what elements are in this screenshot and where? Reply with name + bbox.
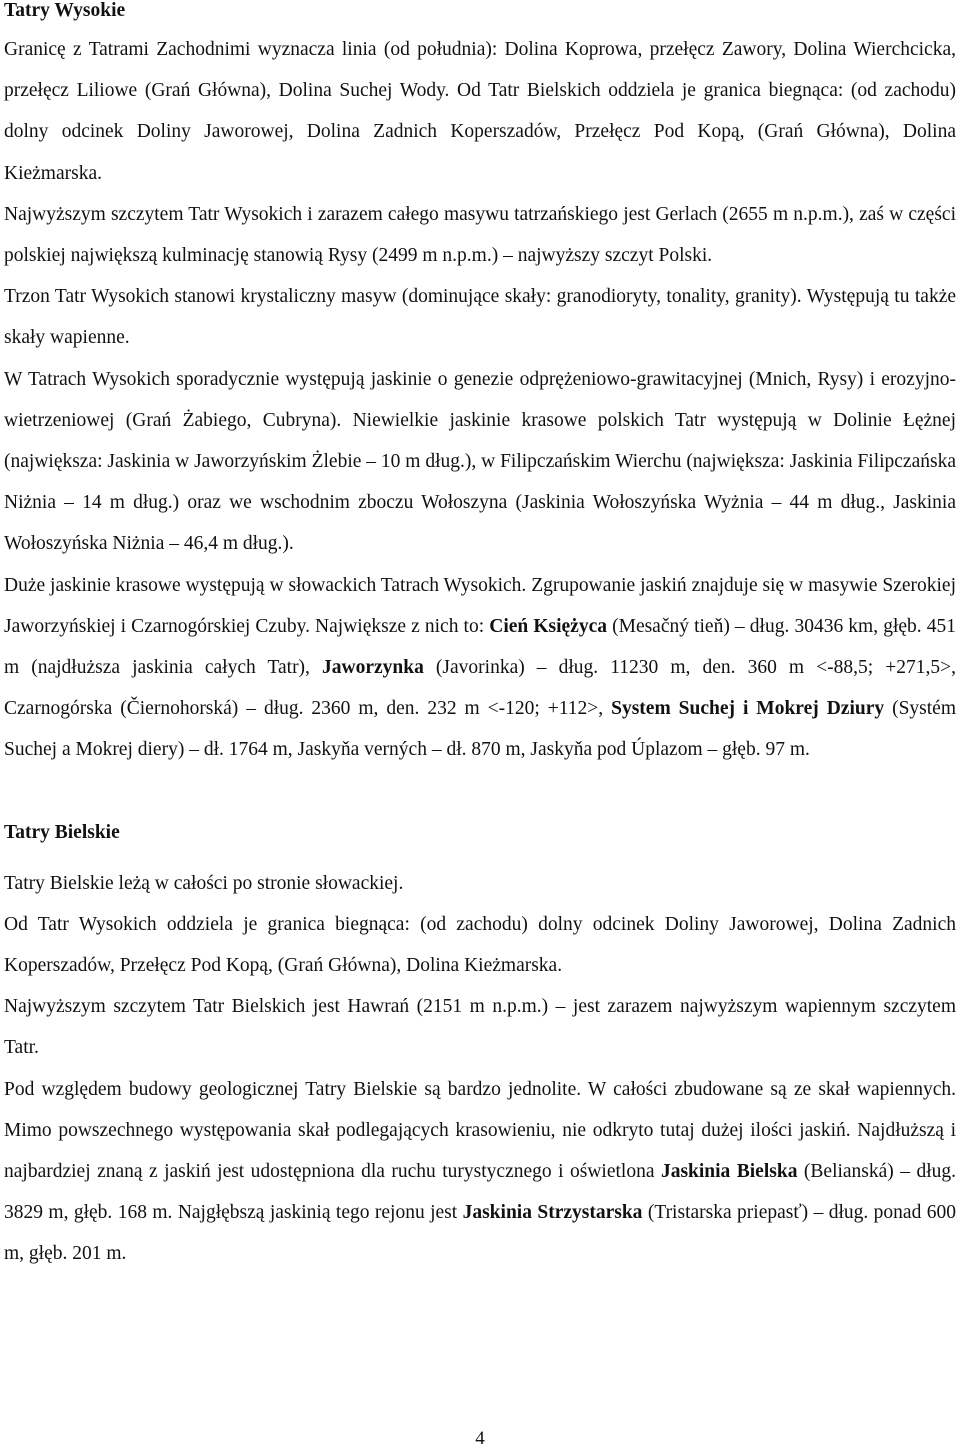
section-body-tatry-bielskie	[4, 863, 956, 1275]
section-body-tatry-wysokie	[4, 29, 956, 771]
paragraph-text: (Javorinka) – dług. 11230 m, den. 360 m <-88,5; +271,5>, Czarnogórska (Čiernohorská) – dług. 2360 m, den. 232 m <-120; +112>,	[4, 657, 957, 720]
paragraph-text: Najwyższym szczytem Tatr Wysokich i zarazem całego masywu tatrzańskiego jest Gerlach (2655 m n.p.m.), zaś w części polskiej największą kulminację stanowią Rysy (2499 m n.p.m.) – najwyższy szczyt Polski.	[4, 203, 956, 267]
paragraph-text: Trzon Tatr Wysokich stanowi krystaliczny masyw (dominujące skały: granodioryty, tonality, granity). Występują tu także skały wapienne.	[4, 286, 956, 349]
paragraph	[4, 29, 956, 194]
cave-name-bold: Jaskinia Strzystarska	[462, 1202, 643, 1224]
paragraph-text: Granicę z Tatrami Zachodnimi wyznacza linia (od południa): Dolina Koprowa, przełęcz Zawory, Dolina Wierchcicka, przełęcz Liliowe (Grań Główna), Dolina Suchej Wody. Od Tatr Bielskich oddziela je granica biegnąca: (od zachodu) dolny odcinek Doliny Jaworowej, Dolina Zadnich Koperszadów, Przełęcz Pod Kopą, (Grań Główna), Dolina Kieżmarska.	[4, 39, 956, 184]
cave-name-bold: System Suchej i Mokrej Dziury	[611, 698, 885, 720]
paragraph-text: Od Tatr Wysokich oddziela je granica biegnąca: (od zachodu) dolny odcinek Doliny Jaworowej, Dolina Zadnich Koperszadów, Przełęcz Pod Kopą, (Grań Główna), Dolina Kieżmarska.	[4, 913, 956, 977]
paragraph	[4, 194, 956, 276]
cave-name-bold: Jaworzynka	[322, 657, 424, 679]
paragraph-text: (Tristarska priepasť) – dług. ponad 600 m, głęb. 201 m.	[4, 1202, 956, 1265]
paragraph	[4, 276, 956, 358]
paragraph-text: (Belianská) – dług. 3829 m, głęb. 168 m. Najgłębszą jaskinią tego rejonu jest	[4, 1161, 957, 1224]
cave-name-bold: Cień Księżyca	[489, 615, 607, 637]
page-number: 4	[475, 1428, 485, 1449]
paragraph	[4, 359, 956, 565]
paragraph-text: Pod względem budowy geologicznej Tatry Bielskie są bardzo jednolite. W całości zbudowane są ze skał wapiennych. Mimo powszechnego występowania skał podlegających krasowieniu, nie odkryto tutaj dużej ilości jaskiń. Najdłuższą i najbardziej znaną z jaskiń jest udostępniona dla ruchu turystycznego i oświetlona	[4, 1078, 956, 1183]
paragraph-text: Tatry Bielskie leżą w całości po stronie słowackiej.	[4, 872, 404, 894]
paragraph	[4, 986, 956, 1068]
paragraph-text: Najwyższym szczytem Tatr Bielskich jest Hawrań (2151 m n.p.m.) – jest zarazem najwyższym wapiennym szczytem Tatr.	[4, 996, 956, 1059]
document-page	[4, 0, 956, 1275]
paragraph-text: W Tatrach Wysokich sporadycznie występują jaskinie o genezie odprężeniowo-grawitacyjnej (Mnich, Rysy) i erozyjno-wietrzeniowej (Grań Żabiego, Cubryna). Niewielkie jaskinie krasowe polskich Tatr występują w Dolinie Łężnej (największa: Jaskinia w Jaworzyńskim Żlebie – 10 m dług.), w Filipczańskim Wierchu (największa: Jaskinia Filipczańska Niżnia – 14 m dług.) oraz we wschodnim zboczu Wołoszyna (Jaskinia Wołoszyńska Wyżnia – 44 m dług., Jaskinia Wołoszyńska Niżnia – 46,4 m dług.).	[4, 368, 956, 555]
paragraph-text: (Mesačný tieň) – dług. 30436 km, głęb. 451 m (najdłuższa jaskinia całych Tatr),	[4, 615, 956, 679]
paragraph	[4, 1069, 956, 1275]
paragraph-text: Duże jaskinie krasowe występują w słowackich Tatrach Wysokich. Zgrupowanie jaskiń znajduje się w masywie Szerokiej Jaworzyńskiej i Czarnogórskiej Czuby. Największe z nich to:	[4, 574, 956, 637]
paragraph	[4, 565, 956, 771]
cave-name-bold: Jaskinia Bielska	[660, 1161, 798, 1183]
paragraph	[4, 863, 956, 904]
paragraph-text: (Systém Suchej a Mokrej diery) – dł. 1764 m, Jaskyňa verných – dł. 870 m, Jaskyňa pod Úplazom – głęb. 97 m.	[4, 698, 956, 761]
paragraph	[4, 904, 956, 986]
section-title-tatry-wysokie: Tatry Wysokie	[4, 0, 126, 21]
section-title-tatry-bielskie: Tatry Bielskie	[4, 821, 120, 843]
